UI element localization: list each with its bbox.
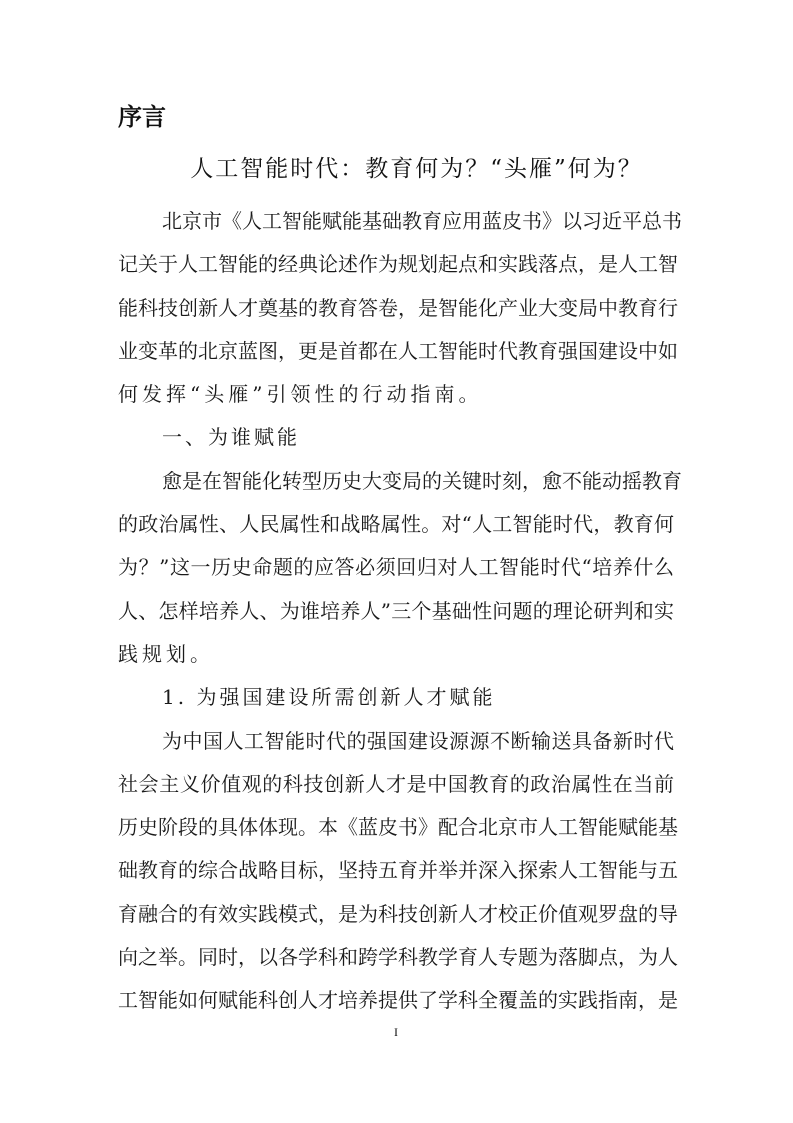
paragraph-line: 础教育的综合战略目标，坚持五育并举并深入探索人工智能与五 (118, 858, 678, 883)
document-title: 人工智能时代：教育何为？“头雁”何为？ (190, 156, 643, 182)
paragraph-line: 业变革的北京蓝图，更是首都在人工智能时代教育强国建设中如 (118, 338, 678, 363)
paragraph-line: 育融合的有效实践模式，是为科技创新人才校正价值观罗盘的导 (118, 901, 678, 926)
paragraph-line: 何发挥“头雁”引领性的行动指南。 (118, 382, 483, 407)
paragraph-line: 社会主义价值观的科技创新人才是中国教育的政治属性在当前 (118, 771, 674, 796)
paragraph-line: 历史阶段的具体体现。本《蓝皮书》配合北京市人工智能赋能基 (118, 815, 678, 840)
subsection-heading: 一、为谁赋能 (162, 425, 300, 450)
paragraph-line: 的政治属性、人民属性和战略属性。对“人工智能时代，教育何 (118, 512, 674, 537)
section-heading: 序言 (118, 103, 166, 131)
document-body (118, 200, 682, 1023)
paragraph-line: 为中国人工智能时代的强国建设源源不断输送具备新时代 (162, 728, 674, 753)
subsection-heading: 1. 为强国建设所需创新人才赋能 (162, 685, 496, 710)
paragraph-line: 北京市《人工智能赋能基础教育应用蓝皮书》以习近平总书 (162, 209, 682, 233)
paragraph-line: 能科技创新人才奠基的教育答卷，是智能化产业大变局中教育行 (118, 295, 678, 320)
paragraph-line: 愈是在智能化转型历史大变局的关键时刻，愈不能动摇教育 (162, 468, 682, 493)
page-number: I (394, 1025, 398, 1039)
paragraph-line: 向之举。同时，以各学科和跨学科教学育人专题为落脚点，为人 (118, 945, 678, 970)
paragraph-line: 人、怎样培养人、为谁培养人”三个基础性问题的理论研判和实 (118, 598, 674, 623)
paragraph-line: 记关于人工智能的经典论述作为规划起点和实践落点，是人工智 (118, 252, 678, 277)
paragraph-line: 工智能如何赋能科创人才培养提供了学科全覆盖的实践指南，是 (118, 988, 678, 1013)
paragraph-line: 为？”这一历史命题的应答必须回归对人工智能时代“培养什么 (118, 555, 674, 580)
paragraph-line: 践规划。 (118, 641, 214, 666)
